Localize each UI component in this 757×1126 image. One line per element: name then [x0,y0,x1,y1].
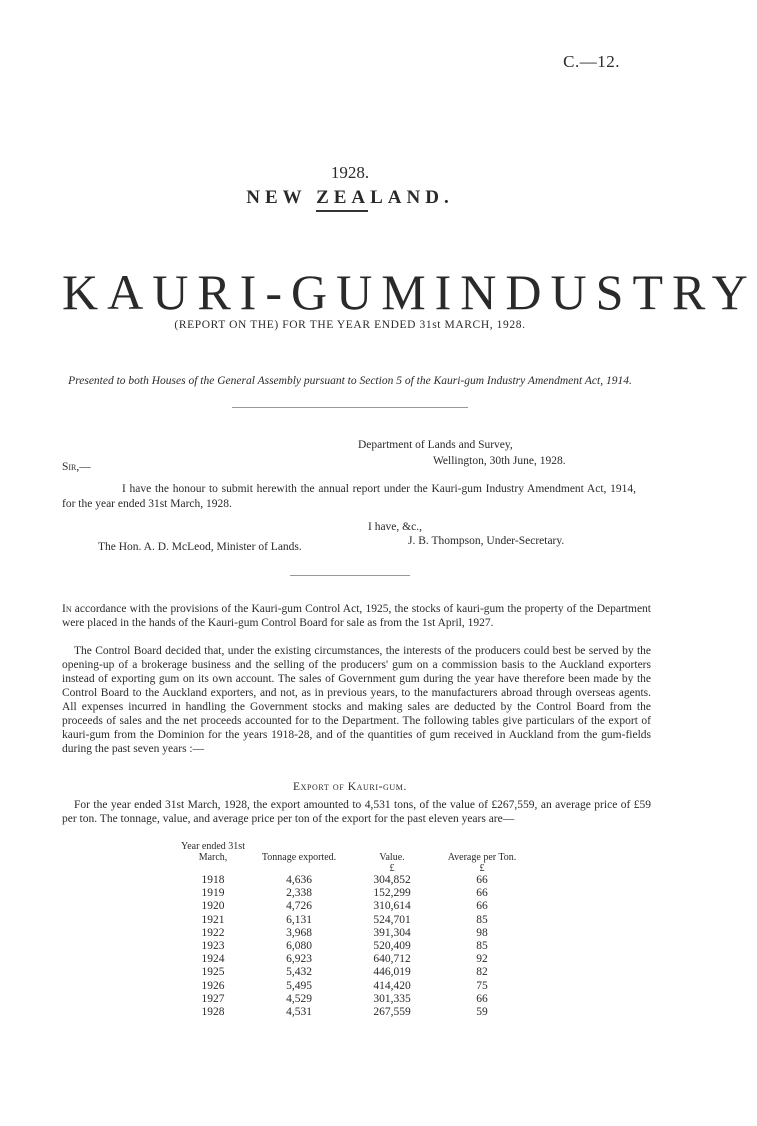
report-subtitle: (REPORT ON THE) FOR THE YEAR ENDED 31st MARCH, 1928. [174,319,526,331]
table-row [170,900,522,913]
table-row [170,887,522,900]
column-header-year: Year ended 31st March, [181,841,245,863]
year-cell: 1928 [201,1006,225,1019]
value-cell: 520,409 [373,940,411,953]
letter-body: I have the honour to submit herewith the annual report under the Kauri-gum Industry Amendment Act, 1914, for the year ended 31st March, 1928. [62,483,636,510]
main-title-word: INDUSTRY [434,264,757,320]
table-row [170,953,522,966]
unit-cell: £ [389,863,395,874]
tonnage-cell: 4,636 [286,874,312,886]
average-cell: 66 [476,874,488,886]
year-cell: 1927 [201,992,225,1005]
year-cell: 1923 [201,940,225,953]
tonnage-cell: 4,531 [286,1006,312,1019]
letter-date: Wellington, 30th June, 1928. [433,455,566,467]
value-cell: 640,712 [373,953,411,966]
letter-closing: I have, &c., [368,521,422,533]
paragraph [62,602,651,630]
table-row [170,874,522,887]
value-cell: 304,852 [373,874,411,886]
value-cell: 152,299 [373,887,411,900]
presentation-note: Presented to both Houses of the General Assembly pursuant to Section 5 of the Kauri-gum Industry Amendment Act, 1914. [68,375,632,387]
unit-cell: £ [479,863,485,874]
year-cell: 1921 [201,913,225,926]
year-cell: 1918 [201,874,225,886]
value-cell: 301,335 [373,992,411,1005]
year-cell: 1926 [201,979,225,992]
tonnage-cell: 6,923 [286,953,312,966]
letter-signature: J. B. Thompson, Under-Secretary. [408,535,565,547]
average-cell: 92 [476,953,488,966]
average-cell: 75 [476,979,488,992]
tonnage-cell: 4,529 [286,992,312,1005]
average-cell: 85 [476,913,488,926]
year-cell: 1924 [201,953,225,966]
divider [316,210,368,212]
average-cell: 66 [476,887,488,900]
year-cell: 1920 [201,900,225,913]
average-cell: 98 [476,926,488,939]
paragraph: For the year ended 31st March, 1928, the export amounted to 4,531 tons, of the value of £267,559, an average price of £59 per ton. The tonnage, value, and average price per ton of the export for the past eleven years are— [62,799,651,825]
table-row [170,993,522,1006]
table-row [170,1006,522,1019]
divider [232,407,468,408]
tonnage-cell: 2,338 [286,887,312,900]
main-title [62,262,757,322]
main-title-word: KAURI-GUM [62,264,435,320]
value-cell: 524,701 [373,913,411,926]
paragraph-text: accordance with the provisions of the Kauri-gum Control Act, 1925, the stocks of kauri-gum the property of the Department were placed in the hands of the Kauri-gum Control Board for sale as from the 1st April, 1927. [62,603,651,629]
section-heading: Export of Kauri-gum. [293,781,407,793]
tonnage-cell: 4,726 [286,900,312,913]
year-cell: 1925 [201,966,225,979]
country-heading: NEW ZEALAND. [246,187,454,208]
letter-addressee: The Hon. A. D. McLeod, Minister of Lands. [98,541,302,553]
value-cell: 310,614 [373,900,411,913]
unit-cell [256,863,342,874]
year-cell: 1922 [201,926,225,939]
unit-cell [170,863,256,874]
average-cell: 85 [476,940,488,953]
table-row [170,914,522,927]
average-cell: 66 [476,992,488,1005]
paragraph-lead: In [62,603,72,615]
tonnage-cell: 5,495 [286,979,312,992]
paragraph: The Control Board decided that, under the existing circumstances, the interests of the producers could best be served by the opening-up of a brokerage business and the selling of the producers' gum on a commission basis to the Auckland exporters instead of exporting gum on its own account. The sales of Government gum during the year have therefore been made by the Control Board to the Auckland exporters, and not, as in previous years, to the manufacturers abroad through overseas agents. All expenses incurred in handling the Government stocks and making sales are deducted by the Control Board from the proceeds of sales and the net proceeds accounted for to the Department. The following tables give particulars of the export of kauri-gum from the Dominion for the years 1918-28, and of the quantities of gum received in Auckland from the gum-fields during the past seven years :— [62,645,651,755]
column-header-average: Average per Ton. [447,852,517,863]
export-table [170,841,522,1019]
tonnage-cell: 6,131 [286,913,312,926]
table-row [170,927,522,940]
letter-department: Department of Lands and Survey, [358,439,513,451]
letter-salutation: Sir,— [62,461,91,473]
year-cell: 1919 [201,887,225,900]
average-cell: 66 [476,900,488,913]
tonnage-cell: 6,080 [286,940,312,953]
document-code: C.—12. [563,52,620,71]
column-header-value: Value. [379,852,405,863]
value-cell: 446,019 [373,966,411,979]
value-cell: 391,304 [373,926,411,939]
table-row [170,966,522,979]
average-cell: 82 [476,966,488,979]
tonnage-cell: 5,432 [286,966,312,979]
column-header-tonnage: Tonnage exported. [261,852,337,863]
table-row [170,940,522,953]
table-units-row [170,863,522,874]
value-cell: 267,559 [373,1006,411,1019]
document-year: 1928. [330,163,370,182]
average-cell: 59 [476,1006,488,1019]
tonnage-cell: 3,968 [286,926,312,939]
value-cell: 414,420 [373,979,411,992]
table-row [170,980,522,993]
table-header-row [170,841,522,863]
divider [290,575,410,576]
